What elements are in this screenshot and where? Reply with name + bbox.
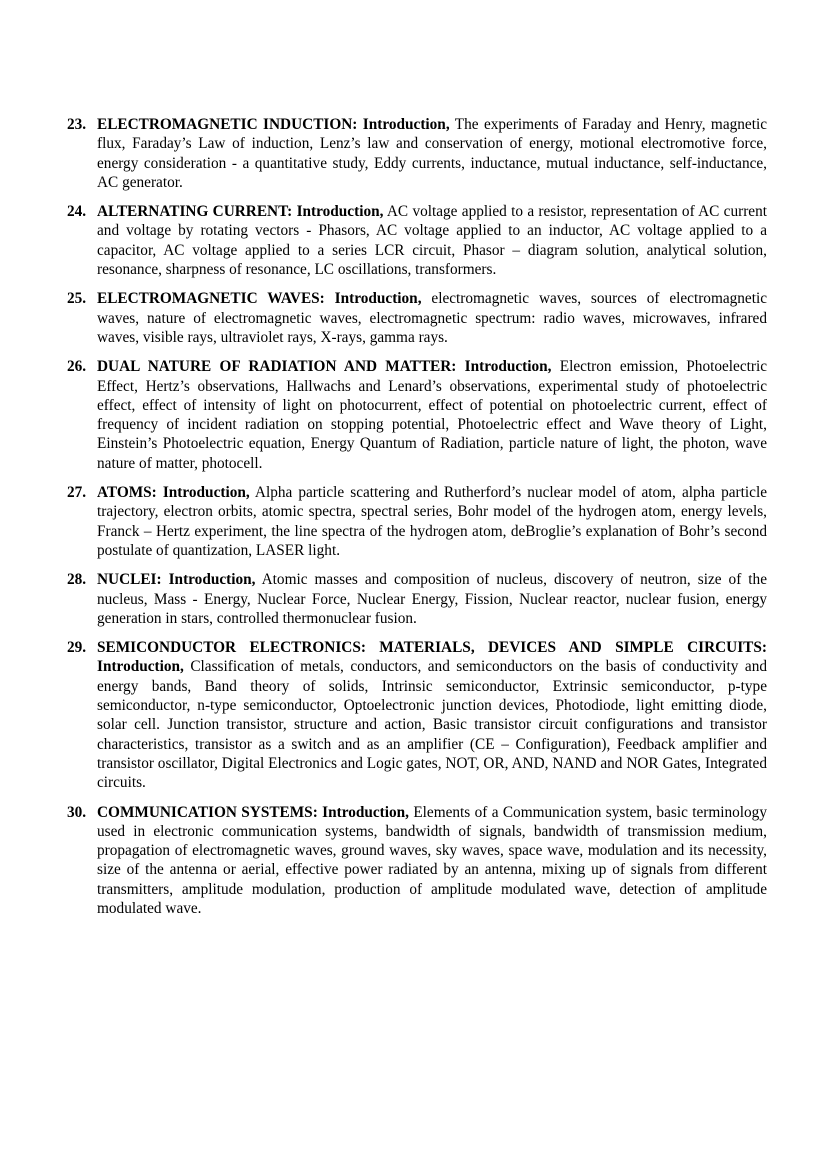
list-item-30 xyxy=(67,803,767,919)
item-body xyxy=(97,638,767,792)
item-body xyxy=(97,115,767,192)
item-text: Alpha particle scattering and Rutherford’s nuclear model of atom, alpha particle trajectory, electron orbits, atomic spectra, spectral series, Bohr model of the hydrogen atom, energy levels, Franck – Hertz experiment, the line spectra of the hydrogen atom, deBroglie’s explanation of Bohr’s second postulate of quantization, LASER light. xyxy=(97,484,767,559)
item-text: Atomic masses and composition of nucleus, discovery of neutron, size of the nucleus, Mass - Energy, Nuclear Force, Nuclear Energy, Fission, Nuclear reactor, nuclear fusion, energy generation in stars, controlled thermonuclear fusion. xyxy=(97,571,767,627)
item-heading: SEMICONDUCTOR ELECTRONICS: MATERIALS, DEVICES AND SIMPLE CIRCUITS: Introduction, xyxy=(97,639,767,676)
item-text: Elements of a Communication system, basic terminology used in electronic communication systems, bandwidth of signals, bandwidth of transmission medium, propagation of electromagnetic waves, ground waves, sky waves, space wave, modulation and its necessity, size of the antenna or aerial, effective power radiated by an antenna, mixing up of signals from different transmitters, amplitude modulation, production of amplitude modulated wave, detection of amplitude modulated wave. xyxy=(97,803,767,917)
item-heading: COMMUNICATION SYSTEMS: Introduction, xyxy=(97,803,409,821)
item-number: 30. xyxy=(67,803,87,821)
item-heading: ELECTROMAGNETIC WAVES: Introduction, xyxy=(97,290,422,308)
item-number: 23. xyxy=(67,116,87,133)
list-item-27 xyxy=(67,483,767,560)
item-heading: DUAL NATURE OF RADIATION AND MATTER: Introduction, xyxy=(97,358,552,376)
list-item-28 xyxy=(67,570,767,628)
item-heading: ELECTROMAGNETIC INDUCTION: Introduction, xyxy=(97,116,450,133)
item-heading: ALTERNATING CURRENT: Introduction, xyxy=(97,203,384,221)
item-heading: NUCLEI: Introduction, xyxy=(97,571,256,589)
list-item-29 xyxy=(67,638,767,792)
item-text: Classification of metals, conductors, and semiconductors on the basis of conductivity and energy bands, Band theory of solids, Intrinsic semiconductor, Extrinsic semiconductor, p-type semiconductor, n-type semiconductor, Optoelectronic junction devices, Photodiode, light emitting diode, solar cell. Junction transistor, structure and action, Basic transistor circuit configurations and transistor characteristics, transistor as a switch and as an amplifier (CE – Configuration), Feedback amplifier and transistor oscillator, Digital Electronics and Logic gates, NOT, OR, AND, NAND and NOR Gates, Integrated circuits. xyxy=(97,658,767,792)
item-heading: ATOMS: Introduction, xyxy=(97,484,250,502)
item-number: 27. xyxy=(67,484,87,502)
list-item-25 xyxy=(67,289,767,347)
item-body xyxy=(97,570,767,628)
item-text: The experiments of Faraday and Henry, magnetic flux, Faraday’s Law of induction, Lenz’s law and conservation of energy, motional electromotive force, energy consideration - a quantitative study, Eddy currents, inductance, mutual inductance, self-inductance, AC generator. xyxy=(97,116,767,191)
item-text: electromagnetic waves, sources of electromagnetic waves, nature of electromagnetic waves, electromagnetic spectrum: radio waves, microwaves, infrared waves, visible rays, ultraviolet rays, X-rays, gamma rays. xyxy=(97,290,768,346)
list-item-24 xyxy=(67,202,767,279)
list-item-26 xyxy=(67,357,767,473)
item-body xyxy=(97,202,767,279)
item-body xyxy=(97,289,767,347)
item-text: AC voltage applied to a resistor, representation of AC current and voltage by rotating vectors - Phasors, AC voltage applied to an inductor, AC voltage applied to a capacitor, AC voltage applied to a series LCR circuit, Phasor – diagram solution, analytical solution, resonance, sharpness of resonance, LC oscillations, transformers. xyxy=(97,203,767,279)
item-number: 26. xyxy=(67,358,87,376)
item-body xyxy=(97,803,767,919)
item-number: 29. xyxy=(67,639,87,657)
item-text: Electron emission, Photoelectric Effect, Hertz’s observations, Hallwachs and Lenard’s observations, experimental study of photoelectric effect, effect of intensity of light on photocurrent, effect of potential on photoelectric current, effect of frequency of incident radiation on stopping potential, Photoelectric effect and Wave theory of Light, Einstein’s Photoelectric equation, Energy Quantum of Radiation, particle nature of light, the photon, wave nature of matter, photocell. xyxy=(97,358,767,472)
list-item-23 xyxy=(67,115,767,192)
syllabus-list xyxy=(67,115,767,928)
item-number: 25. xyxy=(67,290,87,308)
item-body xyxy=(97,357,767,473)
item-number: 24. xyxy=(67,203,87,221)
item-number: 28. xyxy=(67,571,87,589)
item-body xyxy=(97,483,767,560)
